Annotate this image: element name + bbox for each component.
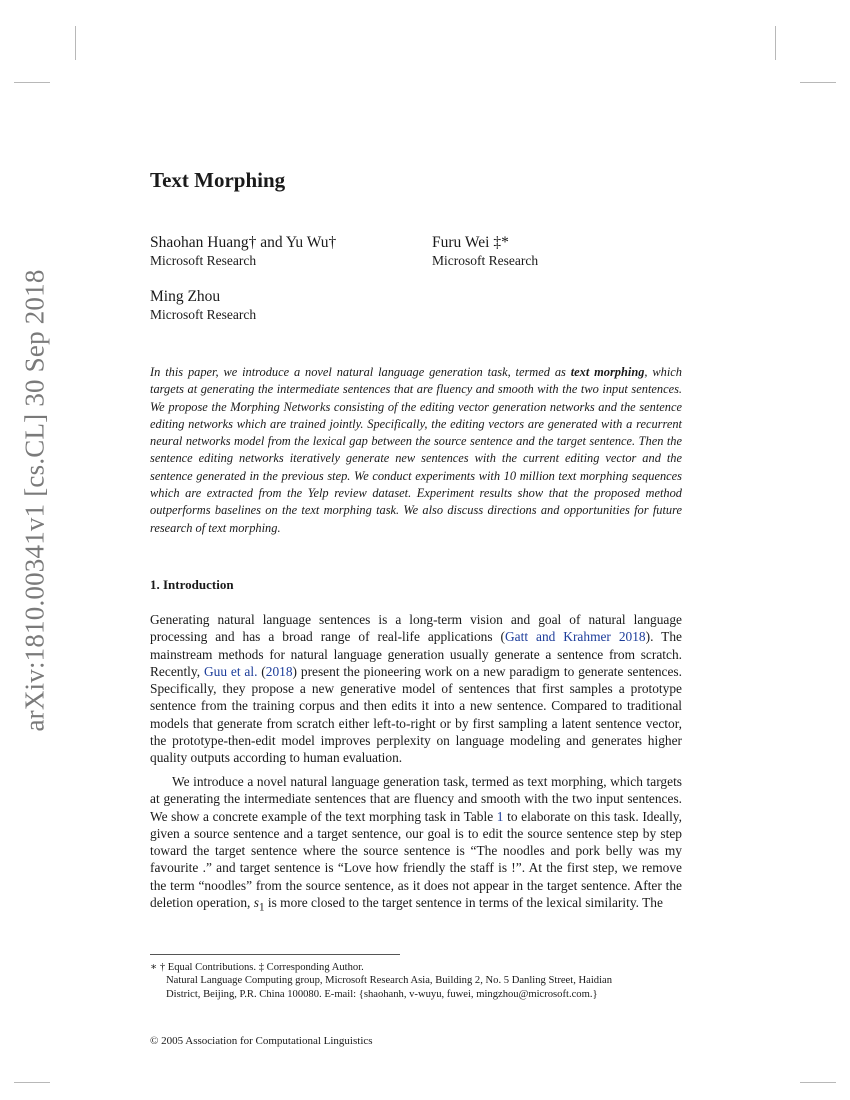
author-name: Shaohan Huang† and Yu Wu† [150, 234, 337, 251]
author-affiliation: Microsoft Research [150, 307, 257, 322]
math-subscript: 1 [258, 901, 265, 914]
footnote-line: District, Beijing, P.R. China 100080. E-mail: {shaohanh, v-wuyu, fuwei, mingzhou@microsoft.com.} [166, 988, 598, 1000]
math-symbol: s [253, 895, 259, 911]
body-paragraph [150, 773, 682, 917]
abstract-text: , which targets at generating the intermediate sentences that are fluency and smooth with the two input sentences. We propose the Morphing Networks consisting of the editing vector generation networks and the sentence editing networks which are trained jointly. Specifically, the editing vectors are generated with a recurrent neural networks model from the lexical gap between the source sentence and the target sentence. Then the sentence editing networks iteratively generate new sentences with the current editing vector and the sentence generated in the previous step. We conduct experiments with 10 million text morphing sequences which are extracted from the Yelp review dataset. Experiment results show that the proposed method outperforms baselines on the text morphing task. We also discuss directions and opportunities for future research of text morphing. [150, 365, 682, 535]
abstract [150, 364, 682, 537]
abstract-term: text morphing [570, 365, 645, 379]
crop-mark [775, 26, 776, 60]
citation-link[interactable]: Gatt and Krahmer 2018 [504, 629, 646, 645]
paragraph-text: We introduce a novel natural language generation task, termed as text morphing, which targets at generating the intermediate sentences that are fluency and smooth with the two input sentences. We show a concrete example of the text morphing task in Table [150, 774, 682, 824]
author-affiliation: Microsoft Research [150, 253, 257, 268]
body-paragraph [150, 611, 682, 767]
table-ref-link[interactable]: 1 [496, 808, 504, 824]
author-affiliation: Microsoft Research [432, 253, 539, 268]
footnote-line: Natural Language Computing group, Microsoft Research Asia, Building 2, No. 5 Danling Street, Haidian [166, 975, 613, 987]
citation-link[interactable]: Guu et al. [203, 663, 258, 679]
crop-mark [75, 26, 76, 60]
paragraph-text: is more closed to the target sentence in terms of the lexical similarity. The [264, 895, 663, 911]
arxiv-identifier: arXiv:1810.00341v1 [cs.CL] 30 Sep 2018 [19, 268, 50, 732]
author-block-3 [150, 287, 256, 323]
paragraph-text: to elaborate on this task. Ideally, given a source sentence and a target sentence, our goal is to edit the source sentence step by step toward the target sentence where the source sentence is “The noodles and pork belly was my favourite .” and target sentence is “Love how friendly the staff is !”. At the first step, we remove the term “noodles” from the source sentence, as it does not appear in the target sentence. After the deletion operation, [150, 808, 682, 911]
crop-mark [800, 1082, 836, 1083]
abstract-text: In this paper, we introduce a novel natural language generation task, termed as [150, 365, 571, 379]
footnote-line: ∗ † Equal Contributions. ‡ Corresponding Author. [150, 962, 364, 973]
citation-year-link[interactable]: 2018 [265, 663, 293, 679]
author-block-2 [432, 233, 538, 269]
section-heading: 1. Introduction [150, 577, 234, 592]
paragraph-text: Generating natural language sentences is a long-term vision and goal of natural language processing and has a broad range of real-life applications ( [150, 612, 682, 645]
crop-mark [14, 1082, 50, 1083]
copyright-notice: © 2005 Association for Computational Linguistics [150, 1035, 373, 1047]
footnote-rule [150, 954, 400, 955]
arxiv-sidebar [18, 268, 52, 732]
crop-mark [14, 82, 50, 83]
footnote [150, 961, 690, 1001]
author-name: Ming Zhou [150, 288, 221, 305]
paragraph-text: ). The mainstream methods for natural language generation usually generate a sentence from scratch. Recently, [150, 629, 682, 679]
paragraph-text: ( [257, 663, 266, 679]
crop-mark [800, 82, 836, 83]
paragraph-text: ) present the pioneering work on a new paradigm to generate sentences. Specifically, they propose a new generative model of sentences that first samples a prototype sentence from the training corpus and then edits it into a new sentence. Compared to traditional models that generate from scratch either left-to-right or by first sampling a latent sentence vector, the prototype-then-edit model improves perplexity on language modeling and generates higher quality outputs according to human evaluation. [150, 663, 682, 766]
author-block-1 [150, 233, 336, 269]
paper-title: Text Morphing [150, 168, 286, 192]
author-name: Furu Wei ‡* [432, 234, 509, 251]
